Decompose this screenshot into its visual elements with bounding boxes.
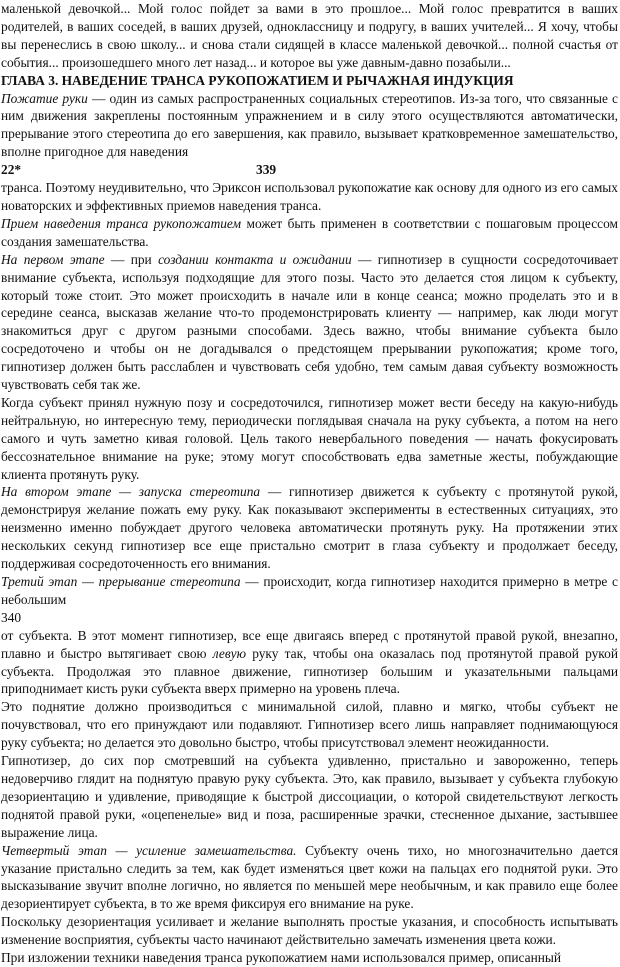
italic-term: создании контакта и ожидании [158, 251, 352, 267]
italic-term: Прием наведения транса рукопожатием [1, 215, 242, 231]
page-number-row [1, 161, 618, 179]
paragraph-handshake [1, 90, 618, 162]
paragraph-stage-1 [1, 251, 618, 394]
paragraph-technique [1, 215, 618, 251]
paragraph-text: — происходит, когда гипнотизер находится примерно в метре с небольшим [1, 574, 618, 607]
paragraph-text: — при [104, 251, 159, 267]
paragraph-text: от субъекта. В этот момент гипнотизер, все еще двигаясь вперед с протянутой правой рукой, внезапно, плавно и быстро вытягивает свою [1, 627, 618, 661]
paragraph-text: — один из самых распространенных социальных стереотипов. Из-за того, что связанные с ним движения закреплены постоянным упражнением и в силу этого осуществляются автоматически, прерывание этого стереотипа до его завершения, как правило, вызывает кратковременное замешательство, вполне пригодное для наведения [1, 90, 618, 160]
italic-term: На первом этапе [1, 251, 105, 267]
paragraph-text: — гипнотизер в сущности сосредоточивает внимание субъекта, используя подходящие для этого позы. Часто это делается стоя лицом к субъекту, который тоже стоит. Это может происходить в начале или в конце сеанса; можно проделать это и в середине сеанса, высказав желание что-то продемонстрировать клиенту — например, как люди могут знакомиться друг с другом разными способами. Здесь важно, чтобы внимание субъекта было сосредоточено и чтобы он не догадывался о предстоящем прерывании рукопожатия; кроме того, гипнотизер должен быть расслаблен и чувствовать себя удобно, тем самым давая субъекту возможность чувствовать себя так же. [1, 251, 618, 393]
page-number: 340 [1, 609, 22, 625]
page-number: 339 [256, 162, 277, 178]
paragraph-stage-2 [1, 483, 618, 573]
paragraph-posture: Когда субъект принял нужную позу и сосредоточился, гипнотизер может вести беседу на какую-нибудь нейтральную, но интересную тему, периодически поглядывая сначала на руку субъекта, а потом на него самого и чуть заметно кивая головой. Цель такого невербального поведения — начать фокусировать бессознательное внимание на руке; этому могут способствовать едва заметные жесты, побуждающие клиента протянуть руку. [1, 394, 618, 482]
paragraph-text: Субъекту очень тихо, но многозначительно дается указание пристально следить за тем, как будет изменяться цвет кожи на пальцах его поднятой руки. Это высказывание звучит вполне логично, но является по меньшей мере необычным, и как правило еще более дезориентирует субъекта, в то же время фиксируя его внимание на руке. [1, 842, 619, 912]
italic-term: Третий этап — прерывание стереотипа [1, 574, 241, 589]
intro-paragraph: маленькой девочкой... Мой голос пойдет за вами в это прошлое... Мой голос превратится в ваших родителей, в ваших соседей, в ваших друзей, одноклассницу и подругу, в ваших учителей... Я хочу, чтобы вы перенеслись в свою школу... и снова стали сидящей в классе маленькой девочкой... полной счастья от события... произошедшего много лет назад... и которое вы уже давным-давно позабыли... [1, 1, 618, 70]
italic-term: На втором этапе — запуска стереотипа [1, 484, 261, 500]
paragraph-text: руку так, чтобы она оказалась под протянутой правой рукой субъекта. Продолжая это плавное движение, гипнотизер большим и указательными пальцами приподнимает кисть руки субъекта вверх примерно на уровень плеча. [1, 645, 618, 697]
paragraph-stage-4 [1, 842, 618, 914]
paragraph-disorientation: Гипнотизер, до сих пор смотревший на субъекта удивленно, пристально и завороженно, теперь недоверчиво глядит на поднятую правую руку субъекта. Это, как правило, вызывает у субъекта глубокую дезориентацию и удивление, приводящие к быстрой диссоциации, о которой свидетельствуют легкость поднятой правой руки, «оцепенелые» вид и поза, расширенные зрачки, стесненное дыхание, застывшее выражение лица. [1, 753, 618, 840]
paragraph-text: может быть применен в соответствии с пошаговым процессом создания замешательства. [1, 215, 618, 249]
italic-term: левую [212, 645, 247, 661]
paragraph-lifting: Это поднятие должно производиться с минимальной силой, плавно и мягко, чтобы субъект не почувствовал, что его принуждают или подавляют. Гипнотизер всего лишь направляет поднимающуюся руку субъекта; но делается это довольно быстро, чтобы присутствовал элемент неожиданности. [1, 699, 618, 751]
signature-mark: 22* [1, 162, 22, 178]
chapter-heading: ГЛАВА 3. НАВЕДЕНИЕ ТРАНСА РУКОПОЖАТИЕМ И РЫЧАЖНАЯ ИНДУКЦИЯ [1, 72, 514, 88]
italic-term: Четвертый этап — усиление замешательства. [1, 842, 297, 858]
paragraph-text: — гипнотизер движется к субъекту с протянутой рукой, демонстрируя желание пожать ему руку. Как показывают эксперименты в естественных ситуациях, это неизменно именно побуждает другого человека автоматически протянуть руку. На протяжении этих нескольких секунд гипнотизер все еще пристально смотрит в глаза субъекту и продолжает беседу, поддерживая сосредоточенность его внимания. [1, 484, 618, 572]
italic-term: Пожатие руки [1, 90, 88, 106]
paragraph-example: При изложении техники наведения транса рукопожатием нами использовался пример, описанный [1, 950, 562, 966]
paragraph-stage-3 [1, 573, 618, 609]
paragraph-perception: Поскольку дезориентация усиливает и желание выполнять простые указания, и способность испытывать изменение восприятия, субъекты часто начинают действительно замечать изменения цвета кожи. [1, 914, 618, 948]
paragraph-trance: транса. Поэтому неудивительно, что Эриксон использовал рукопожатие как основу для одного из его самых новаторских и эффективных приемов наведения транса. [1, 180, 618, 213]
paragraph-left-hand [1, 627, 618, 699]
